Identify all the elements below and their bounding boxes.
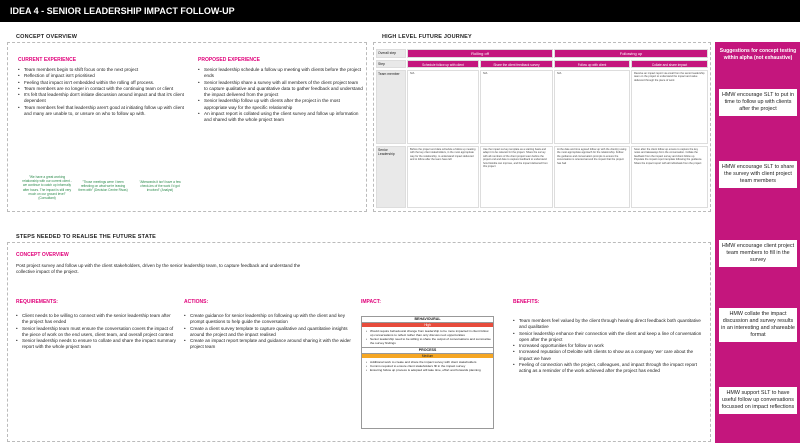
process-item: • Ensuring follow up process is adopted will take time, effort and forwards planning (364, 368, 491, 372)
steps-overview-text: Post project survey and follow up with the client stakeholders, driven by the senior leadership team, to capture feedback and understand the collective impact of the project. (16, 263, 301, 275)
action-item: • Create a client survey template to capture qualitative and quantitative insights around the project and the impact realised (184, 326, 354, 339)
concept-overview-title: CONCEPT OVERVIEW (16, 34, 78, 40)
future-journey-title: HIGH LEVEL FUTURE JOURNEY (382, 34, 472, 40)
current-experience-item: • Reflection of impact isn't prioritised (18, 73, 190, 79)
cell-slt-4: Soon after the client follow up ensure to capture the key notes and takeaways from the conversation. Collate the feedback from the impact survey and client follow up. Populate the impact report template following the guidance. Share the impact report with all individuals from the project (631, 146, 708, 208)
actions-label: ACTIONS: (184, 299, 209, 305)
requirement-item: • Client needs to be willing to connect with the senior leadership team after the project has ended (16, 313, 176, 326)
current-experience-item: • Team members feel that leadership aren't good at initiating follow up with client and many are unable to, or unsure on who to follow up with. (18, 105, 190, 118)
proposed-experience-item: • Senior leadership follow up with clients after the project in the most appropriate way for the specific relationship (198, 98, 363, 111)
row-label-senior-leadership: Senior Leadership (376, 146, 406, 208)
phase-following-up: Following up (554, 49, 708, 58)
hmw-card-2: HMW encourage SLT to share the survey with client project team members (719, 161, 797, 188)
behavioural-item: • Would require behavioural change from leadership to be more impacted in client follow up conversations to reflect rather than only discuss next opportunities (364, 329, 491, 337)
cell-slt-2: Use the impact survey template as a starting basis and adapt it to be relevant for the project. Share the survey with all members of the client project team before the project end and date to capture feedback to understand how Deloitte can improve, and the impact delivered from this project (480, 146, 553, 208)
benefits-list (513, 318, 703, 375)
proposed-experience-list (198, 67, 363, 124)
quote-1: "We have a great working relationship with our current client - we continue to catch up informally after hours. The impact is still very much on our ground level" (Consultant) (22, 175, 72, 201)
step-schedule: Schedule follow up with client (407, 60, 479, 68)
cell-team-3: N/A (554, 70, 630, 144)
concept-testing-sidebar (715, 42, 800, 443)
current-experience-list (18, 67, 190, 117)
behavioural-list (362, 327, 493, 347)
phase-rolling-off: Rolling off (407, 49, 553, 58)
step-collate-share: Collate and share impact (631, 60, 708, 68)
proposed-experience-label: PROPOSED EXPERIENCE (198, 57, 260, 63)
step-follow-up: Follow up with client (554, 60, 630, 68)
steps-needed-panel (7, 234, 711, 442)
hmw-card-1: HMW encourage SLT to put in time to follow up with clients after the project (719, 89, 797, 116)
benefit-item: • Increased reputation of Deloitte with clients to show as a company 'we' care about the impact we have (513, 349, 703, 362)
steps-needed-title: STEPS NEEDED TO REALISE THE FUTURE STATE (16, 234, 157, 240)
step-label: Step (376, 60, 406, 68)
current-experience-label: CURRENT EXPERIENCE (18, 57, 77, 63)
steps-overview-label: CONCEPT OVERVIEW (16, 252, 69, 258)
current-experience-item: • It's felt that leadership don't initiate discussion around impact and that it's client dependent (18, 92, 190, 105)
quote-3: "Afterwards it isn't have a few check-ins of the work I'd got involved" (Analyst) (139, 180, 181, 193)
quote-2: "Those meetings were I been reflecting on what we're leaving them with" (Decision Centre Rivas) (78, 180, 128, 193)
process-heading: PROCESS (362, 347, 493, 354)
requirements-list (16, 313, 176, 351)
actions-list (184, 313, 354, 351)
future-journey-panel (373, 34, 711, 212)
requirement-item: • Senior leadership needs to ensure to collate and share the impact summary report with the whole project team (16, 338, 176, 351)
benefit-item: • Feeling of connection with the project, colleagues, and impact through the impact report acting as a reminder of the work achieved after the project has ended (513, 362, 703, 375)
cell-team-4: Receive an impact report via email from the senior leadership team on the project to understand the impact and value delivered through the piece of work (631, 70, 708, 144)
benefit-item: • Team members feel valued by the client through hearing direct feedback both quantitative and qualitative (513, 318, 703, 331)
requirement-item: • Senior leadership team must ensure the conversation covers the impact of the piece of work on the end users, client team, and overall project context (16, 326, 176, 339)
cell-team-1: N/A (407, 70, 479, 144)
benefit-item: • Increased opportunities for follow on work (513, 343, 703, 349)
proposed-experience-item: • Senior leadership share a survey with all members of the client project team to capture qualitative and quantitative data to gather feedback and understand the impact delivered from the project (198, 80, 363, 99)
cell-team-2: N/A (480, 70, 553, 144)
behavioural-level-badge: High (362, 323, 493, 327)
hmw-card-4: HMW collate the impact discussion and survey results in an interesting and shareable format (719, 308, 797, 342)
process-list (362, 358, 493, 374)
current-experience-item: • Feeling that impact isn't embedded within the rolling off process. (18, 80, 190, 86)
concept-overview-panel (7, 34, 367, 212)
benefits-label: BENEFITS: (513, 299, 540, 305)
impact-box (361, 316, 494, 429)
page-title: IDEA 4 - SENIOR LEADERSHIP IMPACT FOLLOW-UP (0, 0, 800, 22)
row-label-team-member: Team member (376, 70, 406, 144)
requirements-label: REQUIREMENTS: (16, 299, 58, 305)
proposed-experience-item: • Senior leadership schedule a follow up meeting with clients before the project ends (198, 67, 363, 80)
hmw-card-5: HMW support SLT to have useful follow up conversations focussed on impact reflections (719, 387, 797, 414)
process-item: • Comms required to ensure client stakeholders fill in the impact survey (364, 364, 491, 368)
hmw-card-3: HMW encourage client project team members to fill in the survey (719, 240, 797, 267)
behavioural-heading: BEHAVIOURAL (362, 317, 493, 323)
step-share-survey: Share the client feedback survey (480, 60, 553, 68)
action-item: • Create an impact report template and guidance around sharing it with the wider project team (184, 338, 354, 351)
cell-slt-3: At the date and time agreed follow up with the client(s) using the most appropriate approach for the relationship. Follow the guidance and conversation prompts to ensure the conversation is oriented around the impact that the project has had (554, 146, 630, 208)
cell-slt-1: Before the project end date schedule a follow up meeting with the key client stakeholders, in the most appropriate way for the relationship, to understand impact delivered and to follow after the team have left (407, 146, 479, 208)
action-item: • Create guidance for senior leadership on following up with the client and key prompt questions to help guide the conversation (184, 313, 354, 326)
proposed-experience-item: • An impact report is collated using the client survey and follow up information and shared with the whole project team (198, 111, 363, 124)
current-experience-item: • Team members begin to shift focus onto the next project (18, 67, 190, 73)
sidebar-title: Suggestions for concept testing within alpha (not exhaustive) (719, 48, 797, 61)
process-level-badge: Medium (362, 354, 493, 358)
behavioural-item: • Senior leadership need to be willing to share the output of conversations and summarise the survey findings (364, 337, 491, 345)
impact-label: IMPACT: (361, 299, 381, 305)
process-item: • Additional work to create and share the impact survey with client stakeholders (364, 360, 491, 364)
benefit-item: • Senior leadership enhance their connection with the client and keep a line of conversation open after the project (513, 331, 703, 344)
overall-step-label: Overall step (376, 49, 406, 58)
current-experience-item: • Team members are no longer in contact with the continuing team or client (18, 86, 190, 92)
